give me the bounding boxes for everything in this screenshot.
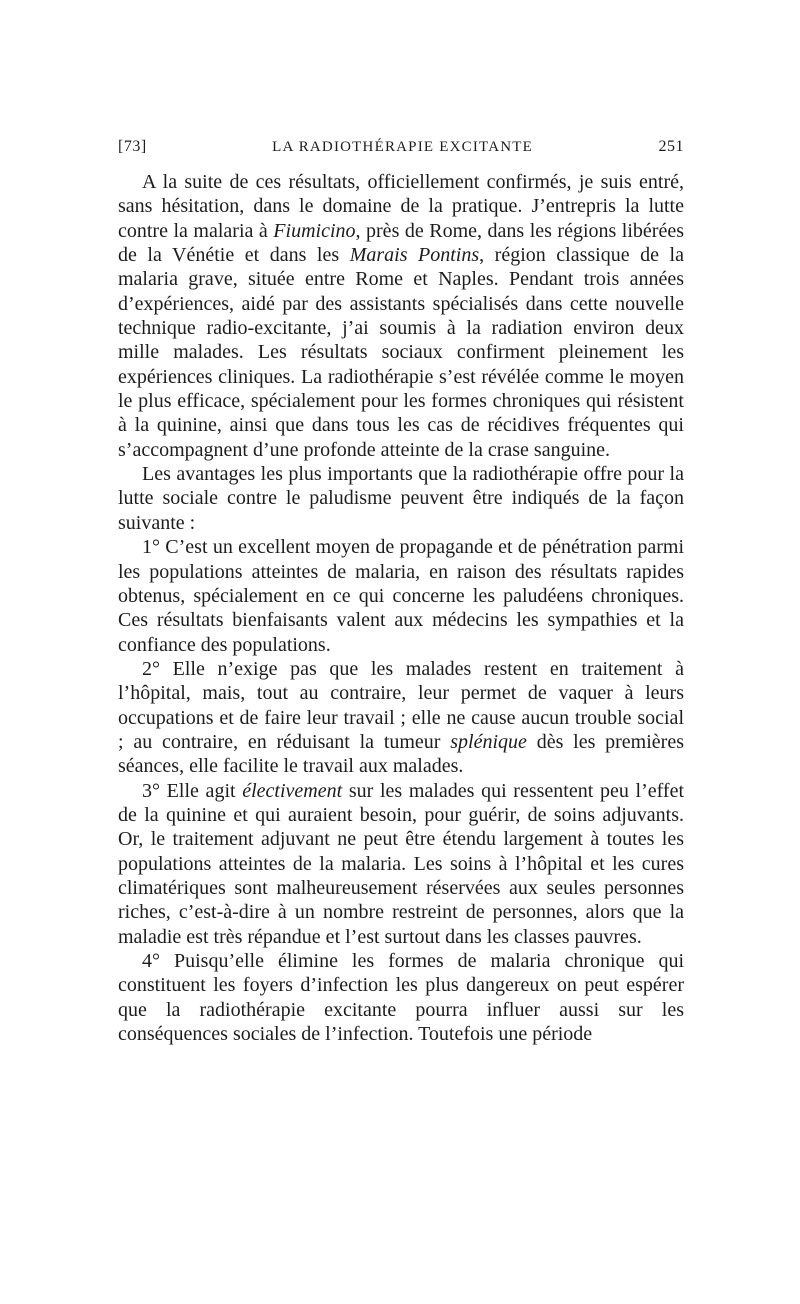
- paragraph-2: [118, 462, 684, 535]
- text-run: sur les malades qui ressentent peu l’effet de la quinine et qui auraient besoin, pour guérir, de soins adjuvants. Or, le traitement adjuvant ne peut être étendu largement à toutes les populations atteintes de la malaria. Les soins à l’hôpital et les cures climatériques sont malheureusement réservées aux seules personnes riches, c’est-à-dire à un nombre restreint de personnes, alors que la maladie est très répandue et l’est surtout dans les classes pauvres.: [118, 779, 684, 948]
- text-run: 1° C’est un excellent moyen de propagande et de pénétration parmi les populations atteintes de malaria, en raison des résultats rapides obtenus, spécialement en ce qui concerne les paludéens chroniques. Ces résultats bienfaisants valent aux médecins les sympathies et la confiance des populations.: [118, 536, 684, 656]
- paragraph-3: [118, 535, 684, 657]
- paragraph-4: [118, 657, 684, 779]
- text-run: Les avantages les plus importants que la radiothérapie offre pour la lutte sociale contre le paludisme peuvent être indiqués de la façon suivante :: [118, 463, 684, 534]
- italic-term: électivement: [242, 779, 343, 802]
- text-run: , région classique de la malaria grave, située entre Rome et Naples. Pendant trois années d’expériences, aidé par des assistants spécialisés dans cette nouvelle technique radio-excitante, j’ai soumis à la radiation environ deux mille malades. Les résultats sociaux confirment pleinement les expériences cliniques. La radiothérapie s’est révélée comme le moyen le plus efficace, spécialement pour les formes chroniques qui résistent à la quinine, ainsi que dans tous les cas de récidives fréquentes qui s’accompagnent d’une profonde atteinte de la crase sanguine.: [118, 244, 684, 461]
- text-run: 4° Puisqu’elle élimine les formes de malaria chronique qui constituent les foyers d’infection les plus dangereux on peut espérer que la radiothérapie excitante pourra influer aussi sur les conséquences sociales de l’infection. Toutefois une période: [118, 950, 684, 1046]
- italic-term: Marais Pontins: [349, 244, 480, 267]
- text-run: 3° Elle agit: [142, 779, 243, 802]
- italic-term: Fiumicino: [273, 219, 356, 242]
- text-run: 2° Elle n’exige pas que les malades restent en traitement à l’hôpital, mais, tout au contraire, leur permet de vaquer à leurs occupations et de faire leur travail ; elle ne cause aucun trouble social ; au contraire, en réduisant la tumeur: [118, 657, 684, 753]
- italic-term: splénique: [450, 730, 527, 753]
- page-reference: [73]: [118, 138, 147, 155]
- text-run: dès les premières séances, elle facilite le travail aux malades.: [118, 730, 684, 778]
- body-text: [118, 170, 684, 1046]
- running-title: LA RADIOTHÉRAPIE EXCITANTE: [272, 139, 533, 155]
- text-run: A la suite de ces résultats, officiellement confirmés, je suis entré, sans hésitation, dans le domaine de la pratique. J’entrepris la lutte contre la malaria à: [118, 171, 684, 242]
- paragraph-1: [118, 170, 684, 462]
- paragraph-6: [118, 949, 684, 1046]
- running-header: [118, 138, 684, 162]
- paragraph-5: [118, 779, 684, 949]
- text-run: , près de Rome, dans les régions libérées de la Vénétie et dans les: [118, 219, 684, 267]
- page-number: 251: [658, 138, 684, 155]
- book-page: [118, 138, 684, 1046]
